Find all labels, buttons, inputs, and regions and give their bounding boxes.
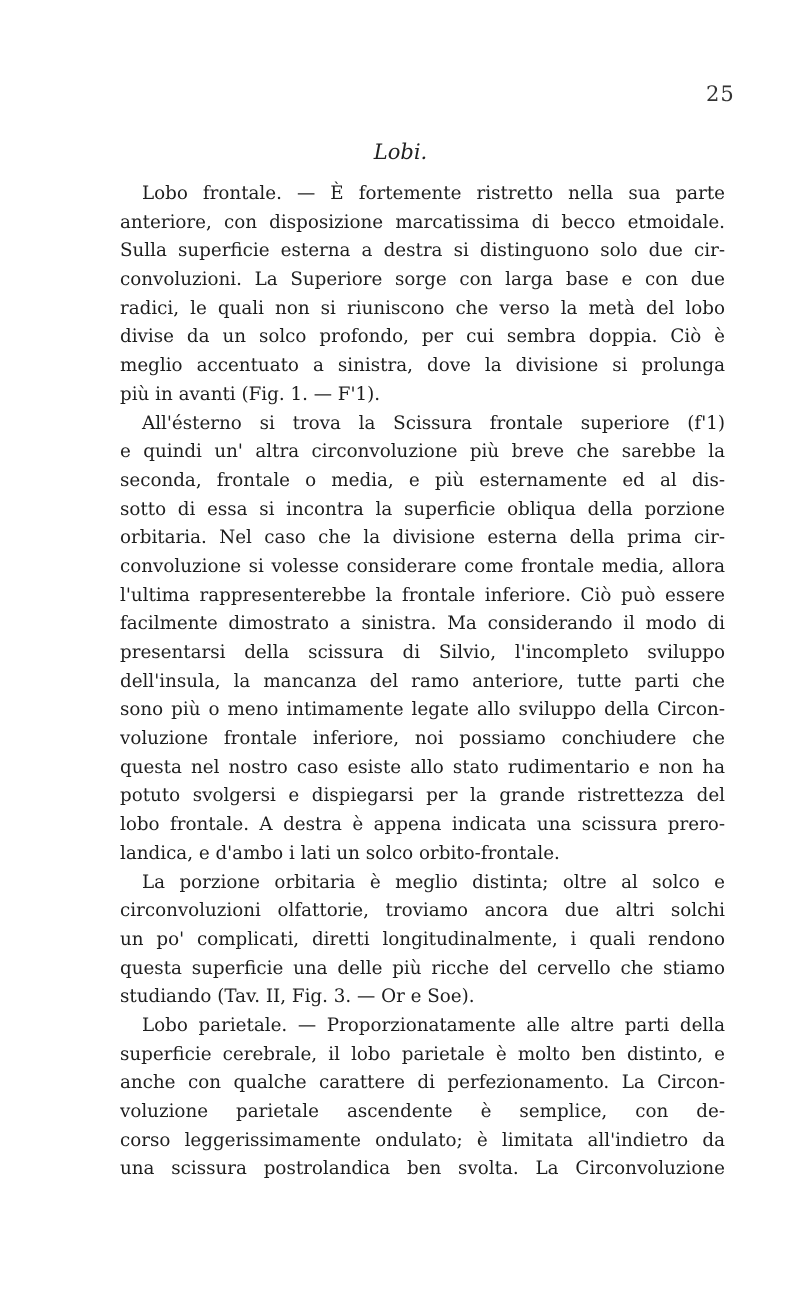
- section-heading: Lobi.: [373, 140, 428, 164]
- text-line: questa superficie una delle più ricche del cervello che stiamo: [120, 957, 725, 979]
- text-line: anteriore, con disposizione marcatissima di becco etmoidale.: [120, 211, 725, 233]
- text-line: landica, e d'ambo i lati un solco orbito-frontale.: [120, 842, 560, 864]
- text-line: Lobo frontale. — È fortemente ristretto nella sua parte: [142, 183, 725, 204]
- text-line: Lobo parietale. — Proporzionatamente alle altre parti della: [142, 1014, 725, 1036]
- text-line: anche con qualche carattere di perfezionamento. La Circon-: [120, 1072, 725, 1094]
- page-number: 25: [706, 82, 735, 106]
- text-line: orbitaria. Nel caso che la divisione esterna della prima cir-: [120, 527, 725, 549]
- text-line: studiando (Tav. II, Fig. 3. — Or e Soe).: [120, 986, 475, 1008]
- text-line: una scissura postrolandica ben svolta. La Circonvoluzione: [120, 1158, 725, 1180]
- text-line: superficie cerebrale, il lobo parietale è molto ben distinto, e: [120, 1043, 725, 1065]
- text-line: divise da un solco profondo, per cui sembra doppia. Ciò è: [120, 326, 725, 348]
- text-line: voluzione frontale inferiore, noi possiamo conchiudere che: [120, 728, 725, 750]
- text-line: facilmente dimostrato a sinistra. Ma considerando il modo di: [120, 613, 725, 635]
- text-line: voluzione parietale ascendente è semplice, con de-: [120, 1101, 725, 1122]
- text-line: circonvoluzioni olfattorie, troviamo ancora due altri solchi: [120, 900, 725, 922]
- text-line: radici, le quali non si riuniscono che verso la metà del lobo: [120, 297, 725, 319]
- text-line: seconda, frontale o media, e più esternamente ed al dis-: [120, 469, 725, 491]
- text-line: La porzione orbitaria è meglio distinta; oltre al solco e: [142, 871, 725, 893]
- text-line: sotto di essa si incontra la superficie obliqua della porzione: [120, 498, 725, 520]
- text-line: All'ésterno si trova la Scissura frontale superiore (f'1): [142, 412, 725, 434]
- text-line: dell'insula, la mancanza del ramo anteriore, tutte parti che: [120, 670, 725, 692]
- text-line: convoluzione si volesse considerare come frontale media, allora: [120, 555, 725, 577]
- text-line: potuto svolgersi e dispiegarsi per la grande ristrettezza del: [120, 785, 725, 807]
- body-text: [120, 180, 725, 1184]
- text-line: l'ultima rappresenterebbe la frontale inferiore. Ciò può essere: [120, 584, 725, 606]
- text-line: Sulla superficie esterna a destra si distinguono solo due cir-: [120, 240, 725, 262]
- text-line: questa nel nostro caso esiste allo stato rudimentario e non ha: [120, 756, 725, 778]
- text-line: convoluzioni. La Superiore sorge con larga base e con due: [120, 269, 725, 291]
- text-line: presentarsi della scissura di Silvio, l'incompleto sviluppo: [120, 642, 725, 663]
- text-line: un po' complicati, diretti longitudinalmente, i quali rendono: [120, 928, 725, 950]
- text-line: e quindi un' altra circonvoluzione più breve che sarebbe la: [120, 441, 725, 463]
- text-line: sono più o meno intimamente legate allo sviluppo della Circon-: [120, 699, 725, 721]
- text-line: più in avanti (Fig. 1. — F'1).: [120, 383, 381, 405]
- text-line: lobo frontale. A destra è appena indicata una scissura prero-: [120, 814, 725, 836]
- text-line: meglio accentuato a sinistra, dove la divisione si prolunga: [120, 355, 725, 377]
- text-line: corso leggerissimamente ondulato; è limitata all'indietro da: [120, 1129, 725, 1151]
